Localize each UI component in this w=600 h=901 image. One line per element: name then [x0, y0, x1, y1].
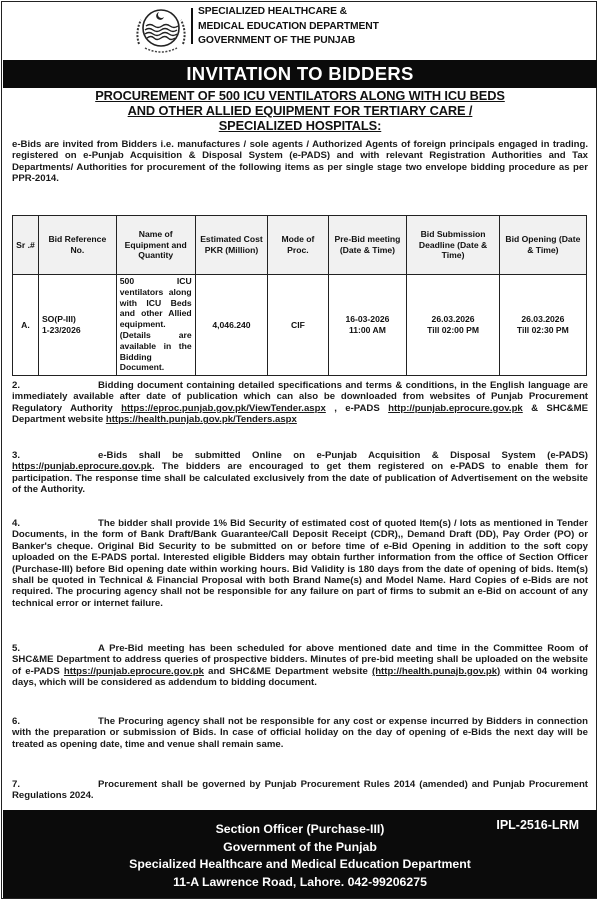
- cell-estimated-cost: 4,046.240: [195, 275, 268, 376]
- epads-link[interactable]: https://punjab.eprocure.gov.pk: [12, 461, 153, 473]
- column-header-estimated-cost: Estimated Cost PKR (Million): [195, 216, 268, 275]
- paragraph-text: Procurement shall be governed by Punjab Procurement Rules 2014 (amended) and Punjab Procurement Regulations 2024.: [12, 779, 588, 802]
- ad-code: IPL-2516-LRM: [496, 818, 579, 832]
- title-line: SPECIALIZED HOSPITALS:: [218, 117, 382, 133]
- signatory-line: 11-A Lawrence Road, Lahore. 042-99206275: [173, 874, 427, 889]
- opening-time: Till 02:30 PM: [516, 325, 569, 336]
- signatory-line: Government of the Punjab: [223, 839, 377, 854]
- paragraph-text: e-Bids shall be submitted Online on e-Punjab Acquisition & Disposal System (e-PADS): [98, 450, 588, 461]
- paragraph-text: , e-PADS: [325, 402, 389, 414]
- procurement-title: [8, 89, 592, 133]
- title-line: PROCUREMENT OF 500 ICU VENTILATORS ALONG WITH ICU BEDS: [95, 88, 505, 103]
- footer: [3, 810, 597, 898]
- bid-reference-line: SO(P-III): [41, 314, 76, 325]
- paragraph-number: 6.: [12, 716, 21, 727]
- paragraph-3: [12, 450, 588, 496]
- paragraph-number: 3.: [12, 450, 21, 461]
- paragraph-4: [12, 518, 588, 609]
- epads-link[interactable]: https://punjab.eprocure.gov.pk: [63, 665, 204, 677]
- column-header-submission: Bid Submission Deadline (Date & Time): [407, 216, 499, 275]
- signatory-line: Section Officer (Purchase-III): [215, 822, 385, 836]
- paragraph-5: [12, 643, 588, 689]
- paragraph-6: [12, 716, 588, 750]
- pre-bid-time: 11:00 AM: [348, 325, 386, 336]
- pre-bid-date: 16-03-2026: [345, 314, 390, 325]
- department-line: MEDICAL EDUCATION DEPARTMENT: [198, 20, 379, 32]
- bid-reference-line: 1-23/2026: [41, 325, 81, 336]
- column-header-sr: Sr .#: [13, 216, 39, 275]
- submission-time: Till 02:00 PM: [427, 325, 480, 336]
- column-header-opening: Bid Opening (Date & Time): [499, 216, 586, 275]
- department-line: SPECIALIZED HEALTHCARE &: [198, 6, 348, 17]
- opening-date: 26.03.2026: [521, 314, 565, 325]
- column-header-equipment: Name of Equipment and Quantity: [116, 216, 195, 275]
- paragraph-text: Bidding document containing detailed specifications and terms & conditions, in the English language are immediately available after date of publication which can also be downloaded from websites of Punjab Procurement Regulatory Authority: [12, 380, 588, 414]
- paragraph-number: 2.: [12, 380, 21, 391]
- epads-link[interactable]: http://punjab.eprocure.gov.pk: [388, 402, 523, 414]
- paragraph-number: 5.: [12, 643, 21, 654]
- bids-table: [12, 215, 587, 376]
- shcme-tenders-link[interactable]: https://health.punjab.gov.pk/Tenders.aspx: [105, 414, 297, 426]
- title-line: AND OTHER ALLIED EQUIPMENT FOR TERTIARY CARE /: [127, 102, 473, 118]
- paragraph-text: and SHC&ME Department website: [203, 665, 372, 677]
- column-header-mode: Mode of Proc.: [268, 216, 328, 275]
- paragraph-text: within 04 working days, which will be considered as addendum to bidding document.: [12, 665, 588, 689]
- cell-bid-reference: [38, 275, 116, 376]
- paragraph-text: A Pre-Bid meeting has been scheduled for above mentioned date and time in the Committee Room of SHC&ME Department to address queries of prospective bidders. Minutes of pre-bid meeting shall be uploaded on the website of e-PADS: [12, 643, 588, 677]
- header: [0, 0, 600, 60]
- cell-equipment: 500 ICU ventilators along with ICU Beds and other Allied equipment. (Details are available in the Bidding Document.: [116, 275, 195, 376]
- paragraph-text: The bidder shall provide 1% Bid Security of estimated cost of quoted Item(s) / lots as mentioned in Tender Documents, in the form of Bank Draft/Bank Guarantee/Call Deposit Receipt (CDR),, Demand Draft (DD), Pay Order (PO) or Banker's cheque. Original Bid Security to be submitted on or before time of e-Bid Opening in addition to the soft copy uploaded on the E-PADS portal. Interested eligible Bidders may obtain further information from the office of Section Officer (Purchase-III) before Bid opening date within working hours. Bid Validity is 180 days from the date of opening of bids. Item(s) shall be quoted in Technical & Financial Proposal with both Brand Name(s) and Model Name. Hard Copies of e-Bids are not required. The procuring agency shall not be responsible for any failure on part of firms to submit an e-Bid on account of any technical error or internet failure.: [12, 518, 588, 609]
- department-line: GOVERNMENT OF THE PUNJAB: [198, 35, 356, 46]
- department-name: [198, 5, 379, 49]
- column-header-bid-reference: Bid Reference No.: [38, 216, 116, 275]
- cell-sr: A.: [13, 275, 39, 376]
- intro-paragraph: e-Bids are invited from Bidders i.e. manufactures / sole agents / Authorized Agents of foreign principals engaged in trading. registered on e-Punjab Acquisition & Disposal System (e-PADS) and with relevant Registration Authorities and Tax Departments/ Authorities for procurement of the following items as per single stage two envelope bidding procedure as per PPR-2014.: [12, 139, 588, 185]
- cell-pre-bid: [328, 275, 407, 376]
- paragraph-number: 4.: [12, 518, 21, 529]
- cell-mode: CIF: [268, 275, 328, 376]
- paragraph-text: The Procuring agency shall not be responsible for any cost or expense incurred by Bidders in connection with the preparation or submission of Bids. In case of official holiday on the day of opening of e-Bids the next day will be treated as opening date, time and venue shall remain same.: [12, 716, 588, 750]
- cell-submission: [407, 275, 499, 376]
- page-banner: INVITATION TO BIDDERS: [3, 60, 597, 88]
- paragraph-text: & SHC&ME Department website: [12, 402, 589, 426]
- header-divider: [191, 8, 193, 44]
- submission-date: 26.03.2026: [431, 314, 475, 325]
- signatory-line: Specialized Healthcare and Medical Education Department: [129, 857, 471, 871]
- paragraph-text: . The bidders are encouraged to get them registered on e-PADS to enable them for participation. The response time shall be calculated exclusively from the date of publication of Advertisement on the website of the Authority.: [12, 461, 588, 496]
- column-header-pre-bid: Pre-Bid meeting (Date & Time): [328, 216, 407, 275]
- paragraph-7: [12, 779, 588, 802]
- table-header-row: [13, 216, 587, 275]
- table-row: [13, 275, 587, 376]
- paragraph-number: 7.: [12, 779, 21, 790]
- paragraph-2: [12, 380, 588, 426]
- ppra-link[interactable]: https://eproc.punjab.gov.pk/ViewTender.aspx: [121, 402, 326, 414]
- punjab-emblem-icon: [133, 4, 189, 56]
- cell-opening: [499, 275, 586, 376]
- health-website-link[interactable]: (http://health.punajb.gov.pk): [372, 665, 501, 677]
